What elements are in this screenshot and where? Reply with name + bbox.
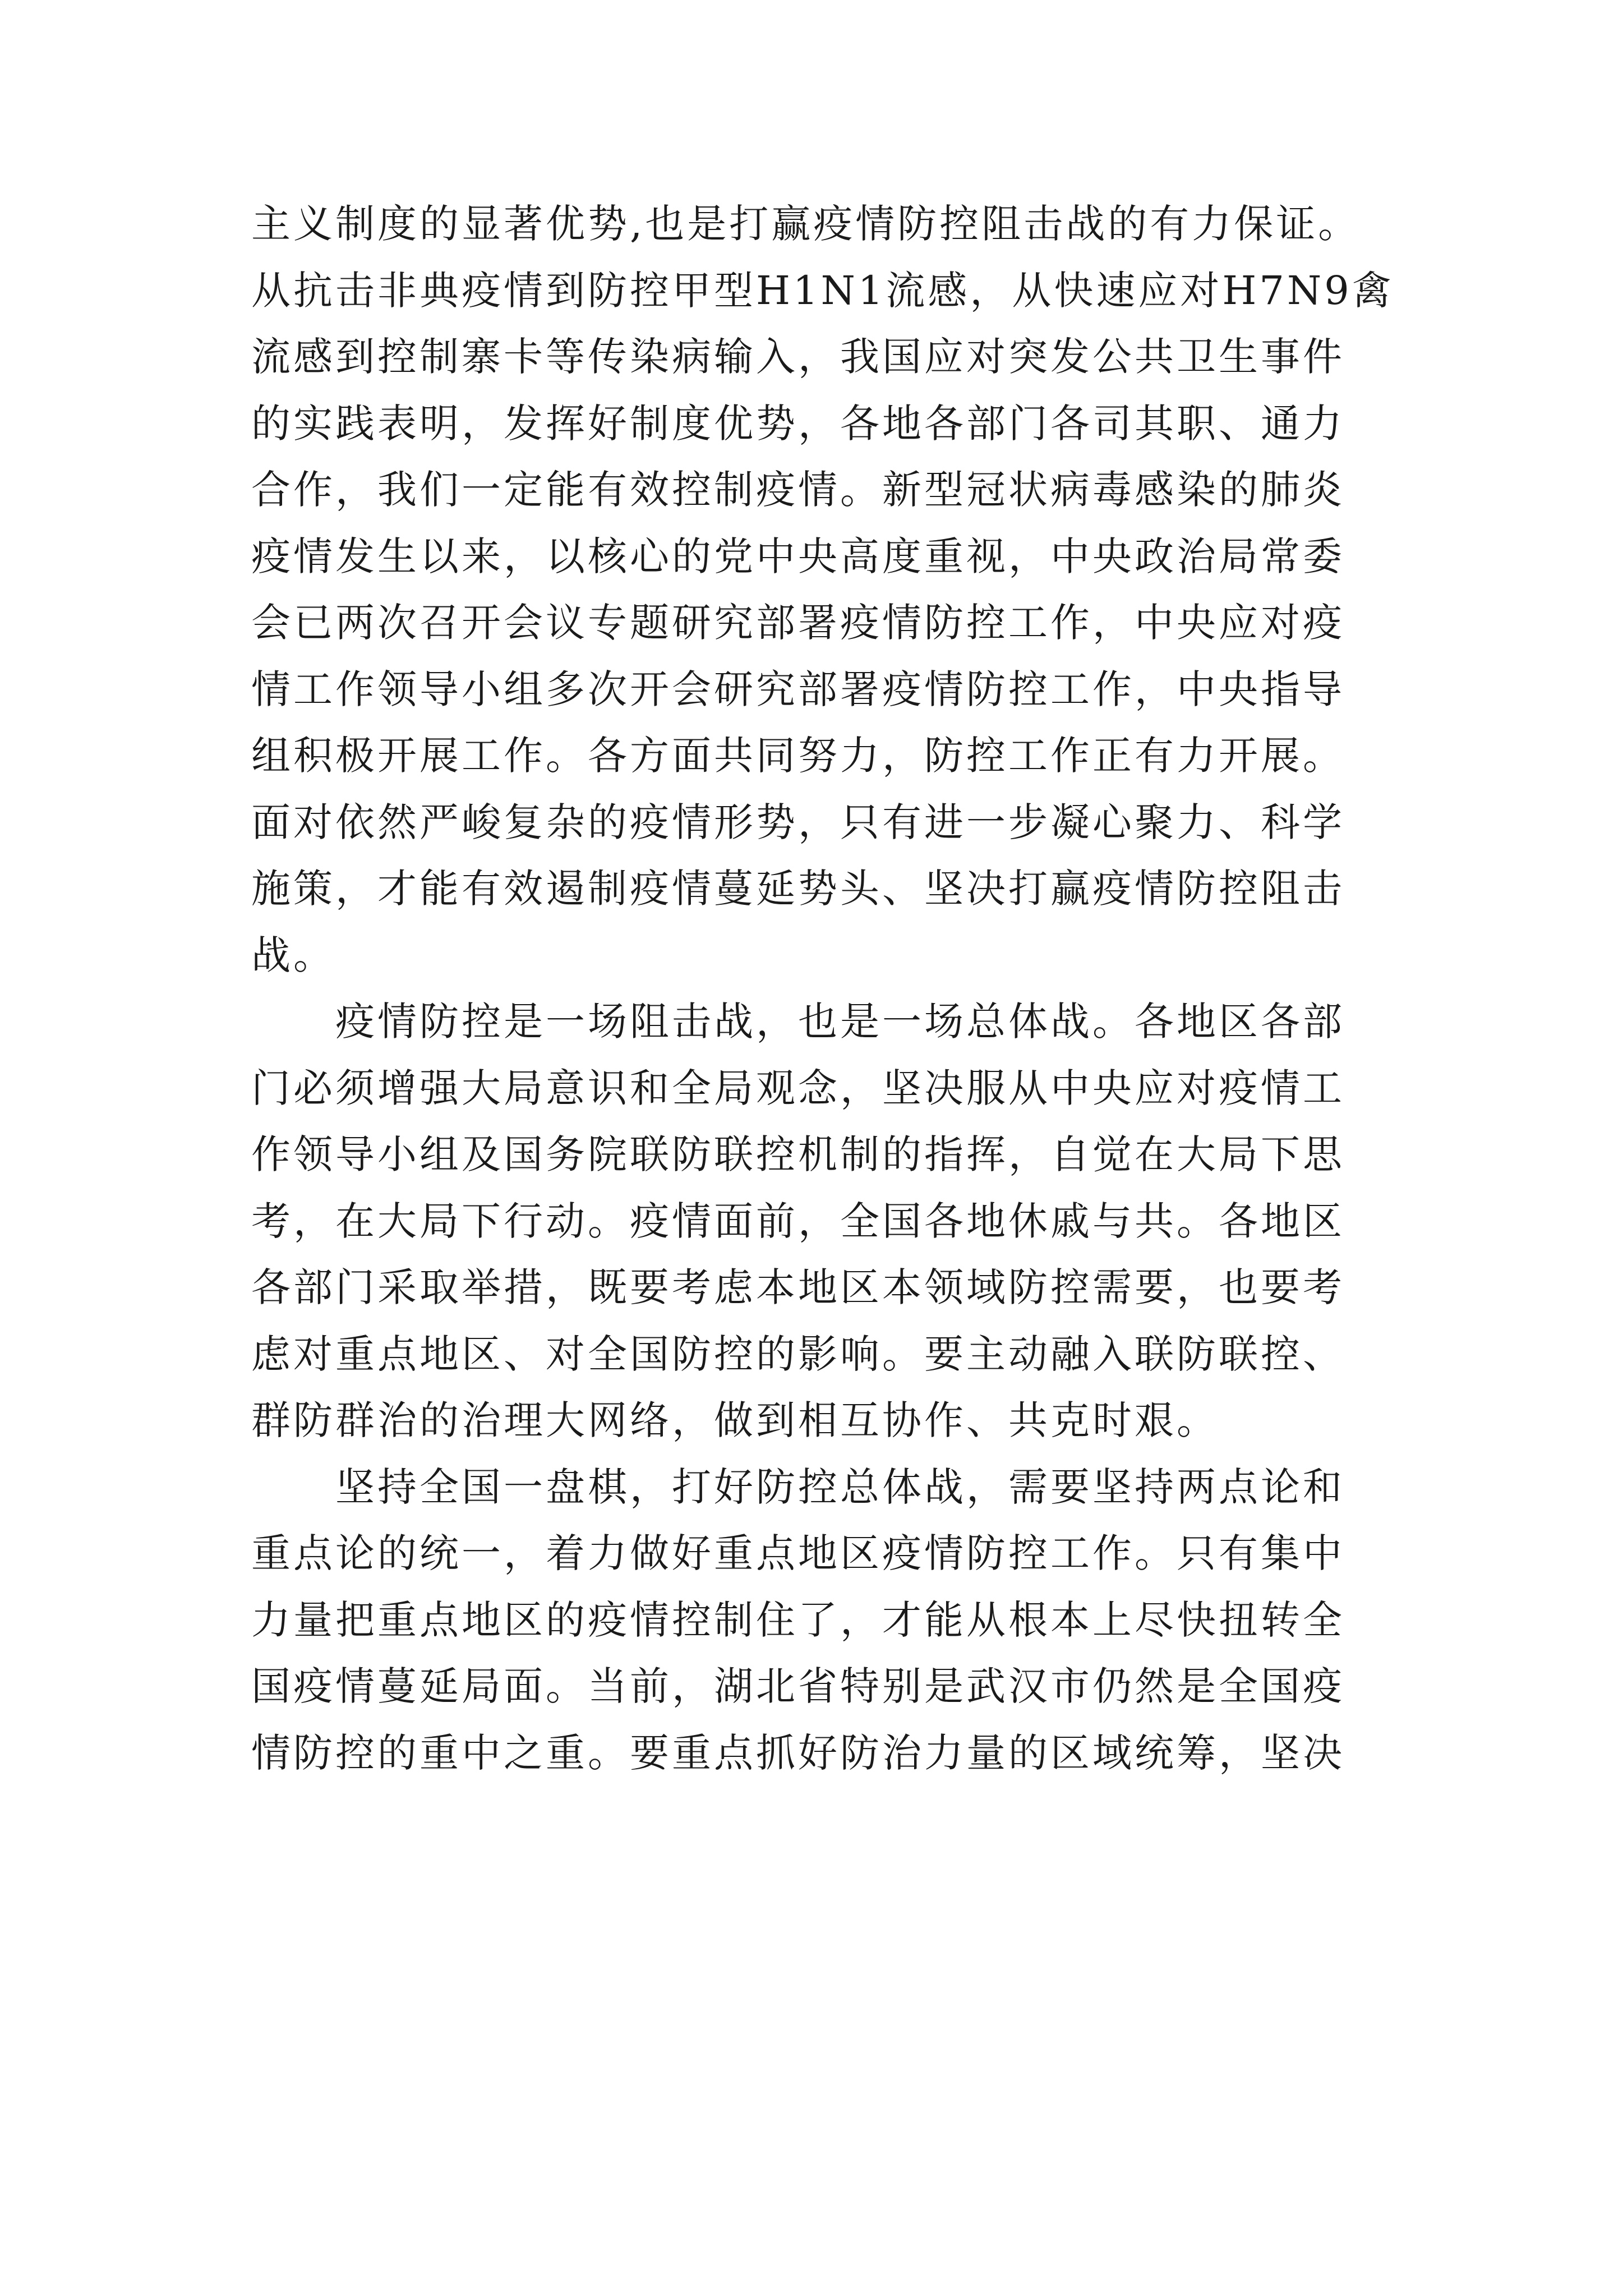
text-line-21: 重点论的统一，着力做好重点地区疫情防控工作。只有集中	[251, 1530, 1345, 1576]
text-line-8: 情工作领导小组多次开会研究部署疫情防控工作，中央指导	[251, 666, 1345, 712]
text-line-11: 施策，才能有效遏制疫情蔓延势头、坚决打赢疫情防控阻击	[251, 866, 1345, 912]
text-line-10: 面对依然严峻复杂的疫情形势，只有进一步凝心聚力、科学	[251, 799, 1345, 845]
text-line-19: 群防群治的治理大网络，做到相互协作、共克时艰。	[251, 1397, 1219, 1443]
text-line-15: 作领导小组及国务院联防联控机制的指挥，自觉在大局下思	[251, 1131, 1345, 1177]
text-line-13: 疫情防控是一场阻击战，也是一场总体战。各地区各部	[251, 999, 1345, 1045]
text-line-12: 战。	[251, 932, 335, 978]
text-line-3: 流感到控制寨卡等传染病输入，我国应对突发公共卫生事件	[251, 334, 1345, 380]
text-line-17: 各部门采取举措，既要考虑本地区本领域防控需要，也要考	[251, 1264, 1345, 1310]
text-line-7: 会已两次召开会议专题研究部署疫情防控工作，中央应对疫	[251, 600, 1345, 646]
text-line-6: 疫情发生以来，以核心的党中央高度重视，中央政治局常委	[251, 533, 1345, 579]
text-line-5: 合作，我们一定能有效控制疫情。新型冠状病毒感染的肺炎	[251, 467, 1345, 513]
text-line-14: 门必须增强大局意识和全局观念，坚决服从中央应对疫情工	[251, 1065, 1345, 1111]
text-line-9: 组积极开展工作。各方面共同努力，防控工作正有力开展。	[251, 733, 1345, 779]
text-line-24: 情防控的重中之重。要重点抓好防治力量的区域统筹，坚决	[251, 1729, 1345, 1776]
text-line-16: 考，在大局下行动。疫情面前，全国各地休戚与共。各地区	[251, 1198, 1345, 1244]
body-text	[251, 191, 1429, 1786]
text-line-20: 坚持全国一盘棋，打好防控总体战，需要坚持两点论和	[251, 1464, 1345, 1510]
text-line-4: 的实践表明，发挥好制度优势，各地各部门各司其职、通力	[251, 400, 1345, 447]
text-line-18: 虑对重点地区、对全国防控的影响。要主动融入联防联控、	[251, 1331, 1345, 1377]
text-line-22: 力量把重点地区的疫情控制住了，才能从根本上尽快扭转全	[251, 1596, 1345, 1643]
text-line-23: 国疫情蔓延局面。当前，湖北省特别是武汉市仍然是全国疫	[251, 1663, 1345, 1709]
text-line-2: 从抗击非典疫情到防控甲型H1N1流感，从快速应对H7N9禽	[251, 267, 1394, 314]
text-line-1: 主义制度的显著优势,也是打赢疫情防控阻击战的有力保证。	[251, 201, 1361, 247]
